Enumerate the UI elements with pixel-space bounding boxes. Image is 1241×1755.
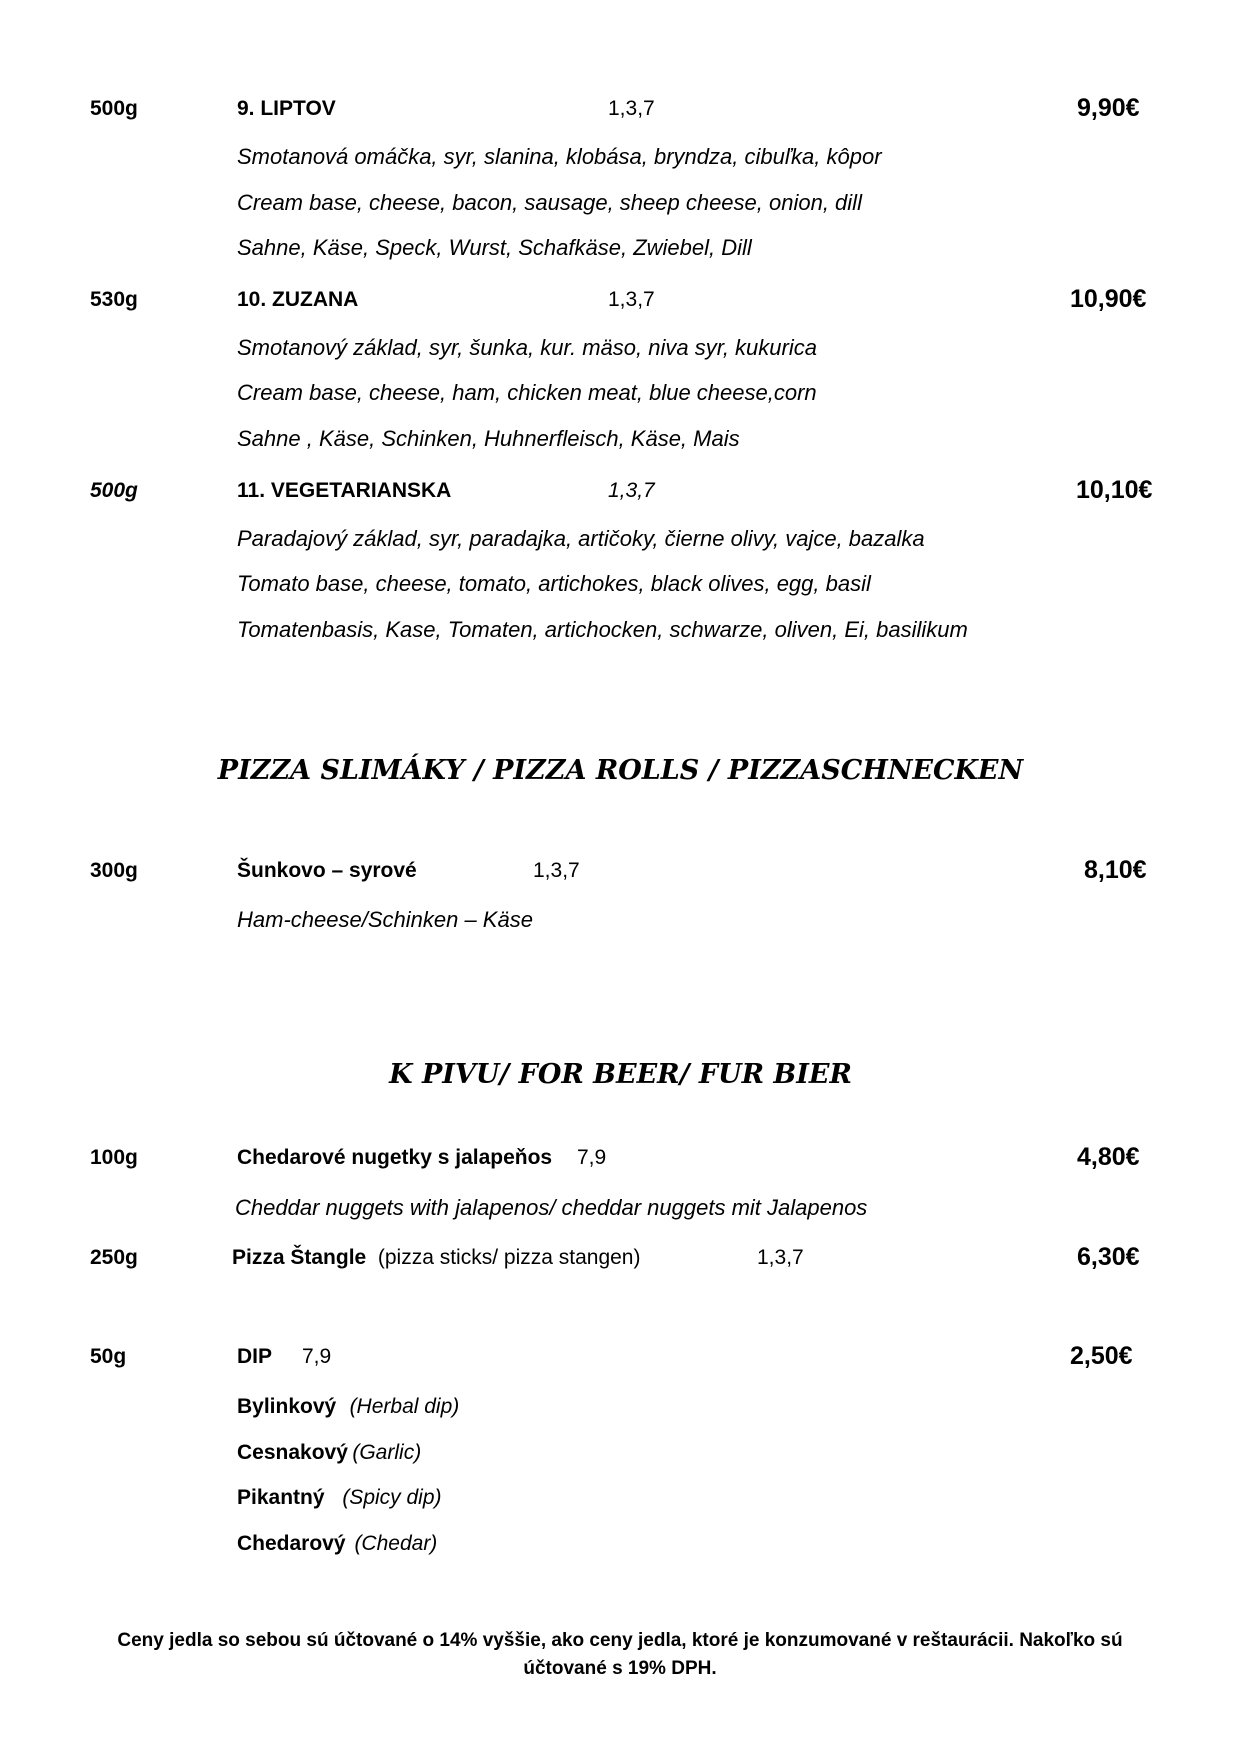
pizza-10-desc-sk: Smotanový základ, syr, šunka, kur. mäso, niva syr, kukurica [237, 335, 817, 360]
footer-note: Ceny jedla so sebou sú účtované o 14% vyššie, ako ceny jedla, ktoré je konzumované v reštaurácii. Nakoľko sú účtované s 19% DPH. [117, 1630, 1123, 1679]
dip-price: 2,50€ [1070, 1342, 1133, 1370]
dip-option-desc: (Herbal dip) [349, 1395, 460, 1418]
dip-option-name: Cesnakový [237, 1441, 348, 1464]
rolls-weight: 300g [90, 859, 138, 882]
dip-option [237, 1486, 442, 1510]
pizza-9-allergens: 1,3,7 [608, 97, 655, 120]
pizza-10-desc-en: Cream base, cheese, ham, chicken meat, blue cheese,corn [237, 380, 817, 405]
dip-name: DIP [237, 1345, 273, 1368]
pizza-10-name: 10. ZUZANA [237, 288, 359, 311]
nuggets-name: Chedarové nugetky s jalapeňos [237, 1146, 553, 1169]
pizza-11-name: 11. VEGETARIANSKA [237, 479, 452, 502]
pizza-9-price: 9,90€ [1077, 94, 1140, 122]
pizza-10-desc-de: Sahne , Käse, Schinken, Huhnerfleisch, Käse, Mais [237, 426, 740, 451]
pizza-11-desc-en: Tomato base, cheese, tomato, artichokes, black olives, egg, basil [237, 571, 871, 596]
rolls-desc: Ham-cheese/Schinken – Käse [237, 907, 533, 932]
dip-option-desc: (Garlic) [352, 1441, 422, 1464]
sticks-subtitle: (pizza sticks/ pizza stangen) [377, 1246, 641, 1269]
dip-option-name: Pikantný [237, 1486, 325, 1509]
pizza-9-desc-de: Sahne, Käse, Speck, Wurst, Schafkäse, Zwiebel, Dill [237, 235, 752, 260]
nuggets-allergens: 7,9 [577, 1146, 607, 1169]
beer-heading: K PIVU/ FOR BEER/ FUR BIER [389, 1059, 852, 1090]
sticks-price: 6,30€ [1077, 1243, 1140, 1271]
dip-option-name: Chedarový [237, 1532, 346, 1555]
sticks-allergens: 1,3,7 [757, 1246, 804, 1269]
dip-option [237, 1395, 459, 1419]
dip-allergens: 7,9 [302, 1345, 332, 1368]
pizza-11-allergens: 1,3,7 [608, 479, 655, 502]
pizza-10-price: 10,90€ [1070, 285, 1147, 313]
pizza-9-desc-en: Cream base, cheese, bacon, sausage, sheep cheese, onion, dill [237, 190, 862, 215]
rolls-price: 8,10€ [1084, 856, 1147, 884]
rolls-name: Šunkovo – syrové [237, 859, 417, 882]
dip-option-name: Bylinkový [237, 1395, 337, 1418]
rolls-heading: PIZZA SLIMÁKY / PIZZA ROLLS / PIZZASCHNECKEN [217, 755, 1024, 786]
dip-option-desc: (Spicy dip) [342, 1486, 442, 1509]
nuggets-desc: Cheddar nuggets with jalapenos/ cheddar nuggets mit Jalapenos [235, 1195, 868, 1220]
pizza-10-allergens: 1,3,7 [608, 288, 655, 311]
dip-option-desc: (Chedar) [354, 1532, 438, 1555]
sticks-name: Pizza Štangle [232, 1246, 367, 1269]
pizza-11-weight: 500g [90, 479, 138, 502]
nuggets-weight: 100g [90, 1146, 138, 1169]
pizza-9-weight: 500g [90, 97, 138, 120]
dip-weight: 50g [90, 1345, 127, 1368]
pizza-11-desc-de: Tomatenbasis, Kase, Tomaten, artichocken, schwarze, oliven, Ei, basilikum [237, 617, 968, 642]
dip-option [237, 1441, 421, 1465]
pizza-9-name: 9. LIPTOV [237, 97, 336, 120]
rolls-allergens: 1,3,7 [533, 859, 580, 882]
sticks-name-line [232, 1246, 640, 1270]
dip-option [237, 1532, 437, 1556]
pizza-11-price: 10,10€ [1076, 476, 1153, 504]
pizza-10-weight: 530g [90, 288, 138, 311]
nuggets-price: 4,80€ [1077, 1143, 1140, 1171]
sticks-weight: 250g [90, 1246, 138, 1269]
pizza-11-desc-sk: Paradajový základ, syr, paradajka, artičoky, čierne olivy, vajce, bazalka [237, 526, 925, 551]
pizza-9-desc-sk: Smotanová omáčka, syr, slanina, klobása, bryndza, cibuľka, kôpor [237, 144, 882, 169]
